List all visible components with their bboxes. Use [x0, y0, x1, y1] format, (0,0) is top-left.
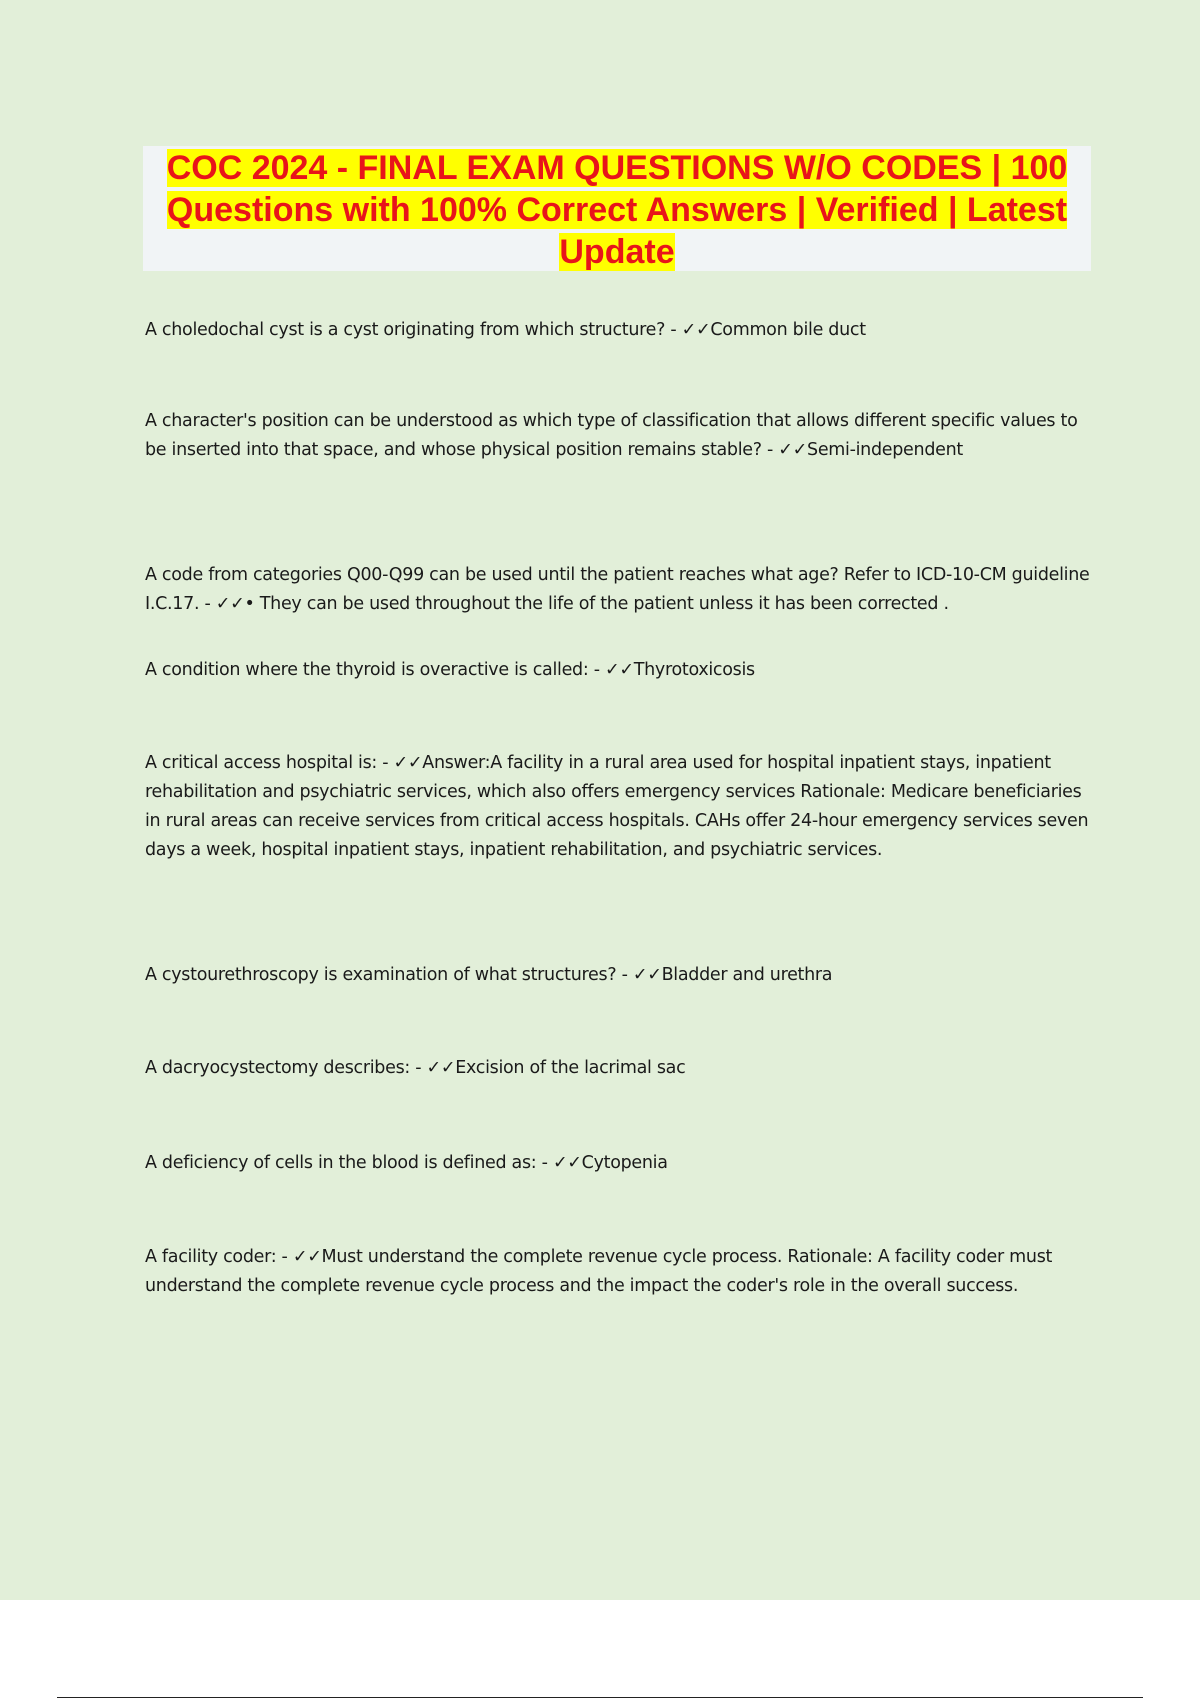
question-item: A code from categories Q00-Q99 can be used until the patient reaches what age? Refer to ICD-10-CM guideline I.C.17. - ✓✓• They can be used throughout the life of the patient unless it has been corrected .	[145, 565, 1090, 614]
question-item: A facility coder: - ✓✓Must understand the complete revenue cycle process. Rationale: A facility coder must understand the complete revenue cycle process and the impact the coder's role in the overall success.	[145, 1247, 1053, 1296]
question-item: A critical access hospital is: - ✓✓Answer:A facility in a rural area used for hospital inpatient stays, inpatient rehabilitation and psychiatric services, which also offers emergency services Rationale: Medicare beneficiaries in rural areas can receive services from critical access hospitals. CAHs offer 24-hour emergency services seven days a week, hospital inpatient stays, inpatient rehabilitation, and psychiatric services.	[145, 753, 1089, 860]
question-item: A deficiency of cells in the blood is defined as: - ✓✓Cytopenia	[145, 1153, 668, 1173]
document-title: COC 2024 - FINAL EXAM QUESTIONS W/O CODES | 100 Questions with 100% Correct Answers | Verified | Latest Update	[166, 149, 1068, 271]
footer-rule	[57, 1697, 1143, 1698]
question-item: A condition where the thyroid is overactive is called: - ✓✓Thyrotoxicosis	[145, 660, 755, 680]
question-item: A character's position can be understood as which type of classification that allows different specific values to be inserted into that space, and whose physical position remains stable? - ✓✓Semi-independent	[145, 411, 1078, 460]
question-item: A dacryocystectomy describes: - ✓✓Excision of the lacrimal sac	[145, 1058, 686, 1078]
question-item: A choledochal cyst is a cyst originating from which structure? - ✓✓Common bile duct	[145, 320, 866, 340]
document-title-box	[143, 146, 1091, 271]
question-item: A cystourethroscopy is examination of what structures? - ✓✓Bladder and urethra	[145, 965, 833, 985]
